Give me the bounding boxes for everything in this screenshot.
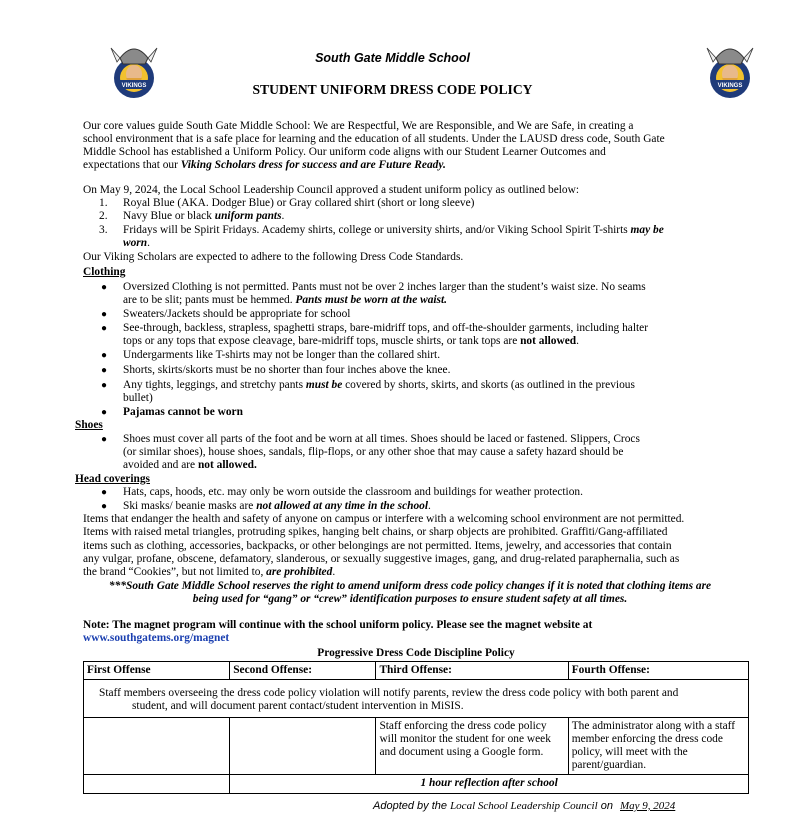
approval-line: On May 9, 2024, the Local School Leadership Council approved a student uniform policy as outlined below: [83,184,580,196]
safety-line: the brand “Cookies”, but not limited to, are prohibited. [83,566,336,578]
clothing-bullet-cont: tops or any tops that expose cleavage, bare-midriff tops, muscle shirts, or tank tops are not allowed. [123,335,579,347]
table-row [84,718,749,775]
header-first-offense: First Offense [84,662,230,680]
head-coverings-heading: Head coverings [75,473,150,485]
list-item: Navy Blue or black uniform pants. [123,210,285,222]
magnet-note: Note: The magnet program will continue with the school uniform policy. Please see the magnet website at [83,619,593,631]
third-offense-cell: Staff enforcing the dress code policy will monitor the student for one week and document using a Google form. [376,718,568,775]
head-bullet: Ski masks/ beanie masks are not allowed at any time in the school. [123,500,431,512]
table-row [84,680,749,718]
list-number: 1. [99,197,108,209]
list-item: Fridays will be Spirit Fridays. Academy shirts, college or university shirts, and/or Viking School Spirit T-shirts may be [123,224,664,236]
notify-text: Staff members overseeing the dress code policy violation will notify parents, review the dress code policy with both parent and [99,687,679,700]
bullet-icon: ● [101,350,108,361]
intro-line: Middle School has established a Uniform Policy. Our uniform code aligns with our Student Learner Outcomes and [83,146,606,158]
clothing-bullet: Shorts, skirts/skorts must be no shorter than four inches above the knee. [123,364,451,376]
clothing-bullet: Any tights, leggings, and stretchy pants must be covered by shorts, skirts, and skorts (as outlined in the previous [123,379,635,391]
safety-line: items such as clothing, accessories, backpacks, or other belongings are not permitted. Items, jewelry, and accessories that contain [83,540,672,552]
clothing-bullet: Oversized Clothing is not permitted. Pants must not be over 2 inches larger than the student’s waist size. No seams [123,281,646,293]
adopted-date: May 9, 2024 [620,800,676,812]
bullet-icon: ● [101,487,108,498]
school-name: South Gate Middle School [315,51,470,65]
safety-line: any vulgar, profane, obscene, defamatory, slanderous, or sexually suggestive images, gang, and drug-related paraphernalia, such as [83,553,680,565]
bullet-icon: ● [101,309,108,320]
reserve-note: ***South Gate Middle School reserves the right to amend uniform dress code policy changes if it is noted that clothing items are [108,580,712,592]
reserve-note: being used for “gang” or “crew” identification purposes to ensure student safety at all times. [192,593,628,605]
safety-line: Items with raised metal triangles, protruding spikes, hanging belt chains, or sharp objects are prohibited. Graffiti/Gang-affiliated [83,526,668,538]
bullet-icon: ● [101,365,108,376]
empty-cell [230,718,376,775]
clothing-bullet-cont: are to be slit; pants must be hemmed. Pants must be worn at the waist. [123,294,447,306]
list-number: 2. [99,210,108,222]
svg-text:VIKINGS: VIKINGS [717,83,743,89]
table-row [84,775,749,794]
discipline-table [83,661,749,794]
intro-line: school environment that is a safe place for learning and the education of all students. Under the LAUSD dress code, South Gate [83,133,665,145]
empty-cell [84,775,230,794]
page-title: STUDENT UNIFORM DRESS CODE POLICY [252,82,533,97]
bullet-icon: ● [101,434,108,445]
shoes-bullet-cont: (or similar shoes), house shoes, sandals, flip-flops, or any other shoe that may cause a safety hazard should be [123,446,624,458]
header-fourth-offense: Fourth Offense: [568,662,748,680]
shoes-bullet: Shoes must cover all parts of the foot and be worn at all times. Shoes should be laced or fastened. Slippers, Crocs [123,433,640,445]
table-header-row [84,662,749,680]
bullet-icon: ● [101,323,108,334]
bullet-icon: ● [101,282,108,293]
notify-text: student, and will document parent contact/student intervention in MiSIS. [132,700,464,713]
fourth-offense-cell: The administrator along with a staff member enforcing the dress code policy, will meet with the parent/guardian. [568,718,748,775]
bullet-icon: ● [101,380,108,391]
notify-cell [84,680,749,718]
standards-line: Our Viking Scholars are expected to adhere to the following Dress Code Standards. [83,251,464,263]
table-title: Progressive Dress Code Discipline Policy [317,647,515,659]
list-number: 3. [99,224,108,236]
clothing-bullet: Undergarments like T-shirts may not be longer than the collared shirt. [123,349,441,361]
intro-line: expectations that our Viking Scholars dress for success and are Future Ready. [83,159,446,171]
bullet-icon: ● [101,407,108,418]
reflection-cell: 1 hour reflection after school [230,775,749,794]
clothing-heading: Clothing [83,266,126,278]
svg-text:VIKINGS: VIKINGS [121,83,147,89]
bullet-icon: ● [101,501,108,512]
clothing-bullet-cont: bullet) [123,392,153,404]
intro-line: Our core values guide South Gate Middle School: We are Respectful, We are Responsible, and We are Safe, in creating a [83,120,634,132]
header-second-offense: Second Offense: [230,662,376,680]
header-third-offense: Third Offense: [376,662,568,680]
magnet-link[interactable]: www.southgatems.org/magnet [83,632,230,644]
shoes-bullet-cont: avoided and are not allowed. [123,459,257,471]
clothing-bullet: Pajamas cannot be worn [123,406,243,418]
list-item: Royal Blue (AKA. Dodger Blue) or Gray collared shirt (short or long sleeve) [123,197,475,209]
head-bullet: Hats, caps, hoods, etc. may only be worn outside the classroom and buildings for weather protection. [123,486,583,498]
safety-line: Items that endanger the health and safety of anyone on campus or interfere with a welcoming school environment are not permitted. [83,513,685,525]
shoes-heading: Shoes [75,419,103,431]
adopted-line: Adopted by the Local School Leadership Council on May 9, 2024 [373,800,676,812]
clothing-bullet: Sweaters/Jackets should be appropriate for school [123,308,351,320]
clothing-bullet: See-through, backless, strapless, spaghetti straps, bare-midriff tops, and off-the-shoulder garments, including halter [123,322,648,334]
empty-cell [84,718,230,775]
list-item-cont: worn. [123,237,150,249]
